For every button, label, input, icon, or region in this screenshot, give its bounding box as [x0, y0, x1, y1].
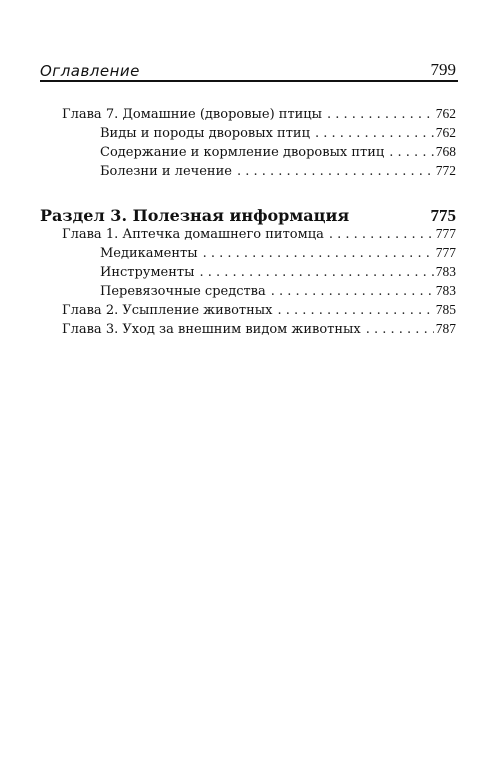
- toc-entry-poultry-care[interactable]: [100, 144, 456, 161]
- toc-entry-page: 787: [435, 321, 456, 336]
- toc-entry-dressings[interactable]: [100, 283, 456, 300]
- toc-entry-medications[interactable]: [100, 245, 456, 262]
- toc-entry-label: Глава 3. Уход за внешним видом животных: [62, 322, 361, 337]
- leader-dots: [237, 164, 434, 180]
- leader-dots: [203, 246, 434, 262]
- toc-entry-label: Глава 7. Домашние (дворовые) птицы: [62, 107, 323, 122]
- toc-entry-page: 785: [435, 302, 456, 317]
- toc-entry-page: 772: [435, 163, 456, 178]
- toc-entry-label: Виды и породы дворовых птиц: [100, 126, 310, 141]
- toc-entry-label: Медикаменты: [100, 246, 198, 261]
- toc-entry-label: Перевязочные средства: [100, 284, 266, 299]
- leader-dots: [271, 284, 434, 300]
- leader-dots: [277, 303, 433, 319]
- leader-dots: [327, 107, 434, 123]
- toc-entry-poultry-breeds[interactable]: [100, 125, 456, 142]
- leader-dots: [329, 227, 434, 243]
- toc-entry-chapter-1[interactable]: [62, 226, 456, 243]
- toc-entry-page: 777: [435, 226, 456, 241]
- toc-entry-label: Инструменты: [100, 265, 195, 280]
- toc-entry-label: Содержание и кормление дворовых птиц: [100, 145, 385, 160]
- page-number: 799: [430, 60, 456, 79]
- leader-dots: [366, 322, 434, 338]
- leader-dots: [199, 265, 433, 281]
- leader-dots: [389, 145, 433, 161]
- toc-entry-page: 762: [435, 125, 456, 140]
- toc-entry-instruments[interactable]: [100, 264, 456, 281]
- toc-entry-page: 762: [435, 106, 456, 121]
- section-page: 775: [430, 206, 456, 225]
- toc-entry-chapter-2[interactable]: [62, 302, 456, 319]
- toc-entry-page: 783: [435, 264, 456, 279]
- toc-entry-page: 783: [435, 283, 456, 298]
- running-header-title: Оглавление: [40, 62, 140, 80]
- toc-entry-chapter-7[interactable]: [62, 106, 456, 123]
- toc-entry-label: Глава 1. Аптечка домашнего питомца: [62, 227, 324, 242]
- header-divider: [40, 80, 458, 82]
- toc-entry-label: Глава 2. Усыпление животных: [62, 303, 273, 318]
- toc-entry-chapter-3[interactable]: [62, 321, 456, 338]
- leader-dots: [315, 126, 434, 142]
- toc-entry-page: 777: [435, 245, 456, 260]
- toc-entry-label: Болезни и лечение: [100, 164, 232, 179]
- toc-entry-poultry-diseases[interactable]: [100, 163, 456, 180]
- section-title: Раздел 3. Полезная информация: [40, 206, 350, 225]
- toc-section-3[interactable]: [40, 206, 456, 226]
- toc-entry-page: 768: [435, 144, 456, 159]
